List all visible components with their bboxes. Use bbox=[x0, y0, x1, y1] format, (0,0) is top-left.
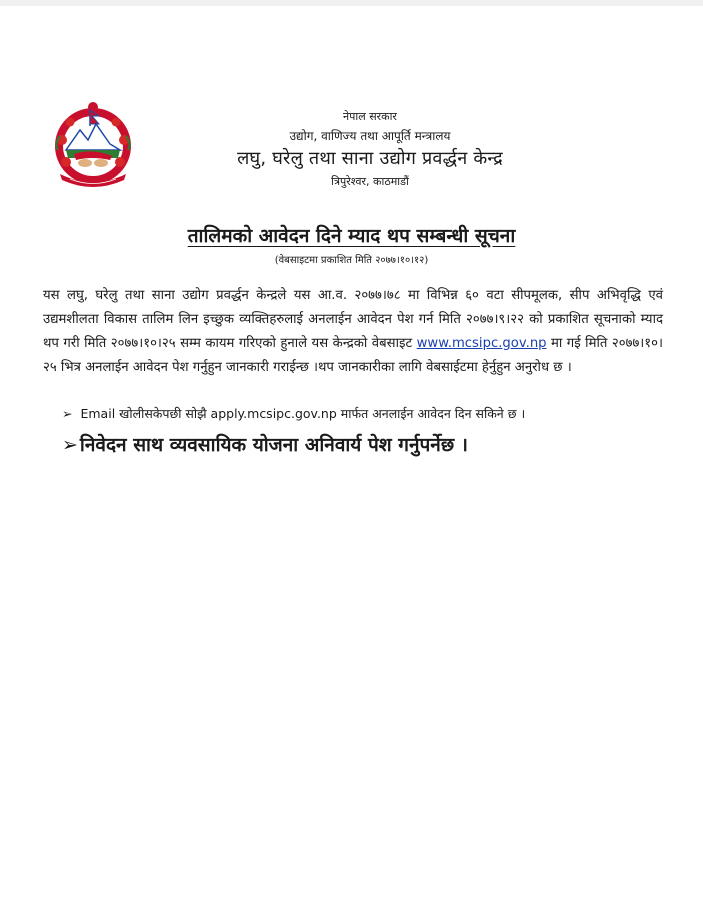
notice-body-part1: यस लघु, घरेलु तथा साना उद्योग प्रवर्द्धन केन्द्रले यस आ.व. २०७७।७८ मा विभिन्न ६० वटा सीपमूलक, सीप अभिवृद्धि एवं उद्यमशीलता विकास तालिम लिन इच्छुक व्यक्तिहरुलाई अनलाईन आवेदन पेश गर्न मिति २०७७।९।२२ को प्रकाशित सूचनाको म्याद थप गरी मिति २०७७।१०।२५ सम्म कायम गरिएको हुनाले यस केन्द्रको वेबसाइट bbox=[43, 288, 663, 351]
bullet-text-business-plan: निवेदन साथ व्यवसायिक योजना अनिवार्य पेश गर्नुपर्नेछ । bbox=[79, 434, 468, 456]
notice-body-part2: मा गई मिति २०७७।१०।२५ भित्र अनलाईन आवेदन पेश गर्नुहुन जानकारी गराईन्छ ।थप जानकारीका लागि वेबसाईटमा हेर्नुहुन अनुरोध छ । bbox=[43, 336, 664, 375]
office-name: लघु, घरेलु तथा साना उद्योग प्रवर्द्धन केन्द्र bbox=[237, 148, 503, 169]
bullet-text-email: Email खोलीसकेपछी सोझै apply.mcsipc.gov.np मार्फत अनलाईन आवेदन दिन सकिने छ । bbox=[80, 406, 526, 421]
ministry-name: उद्योग, वाणिज्य तथा आपूर्ति मन्त्रालय bbox=[289, 129, 451, 143]
bullet-item-business-plan bbox=[62, 431, 662, 459]
nepal-emblem-icon bbox=[52, 100, 134, 188]
publication-date: (वेबसाइटमा प्रकाशित मिति २०७७।१०।१२) bbox=[274, 255, 429, 266]
bullet-item-email bbox=[62, 404, 662, 424]
notice-title bbox=[40, 222, 663, 248]
notice-body bbox=[43, 284, 663, 380]
government-name: नेपाल सरकार bbox=[343, 110, 397, 123]
office-address: त्रिपुरेश्वर, काठमाडौं bbox=[331, 175, 409, 188]
notice-title-text: तालिमको आवेदन दिने म्याद थप सम्बन्धी सूचना bbox=[187, 225, 516, 247]
arrow-bullet-icon: ➢ bbox=[62, 434, 78, 456]
office-header bbox=[150, 108, 590, 192]
website-link[interactable]: www.mcsipc.gov.np bbox=[416, 336, 547, 351]
arrow-bullet-icon: ➢ bbox=[62, 406, 73, 421]
top-strip bbox=[0, 0, 703, 6]
